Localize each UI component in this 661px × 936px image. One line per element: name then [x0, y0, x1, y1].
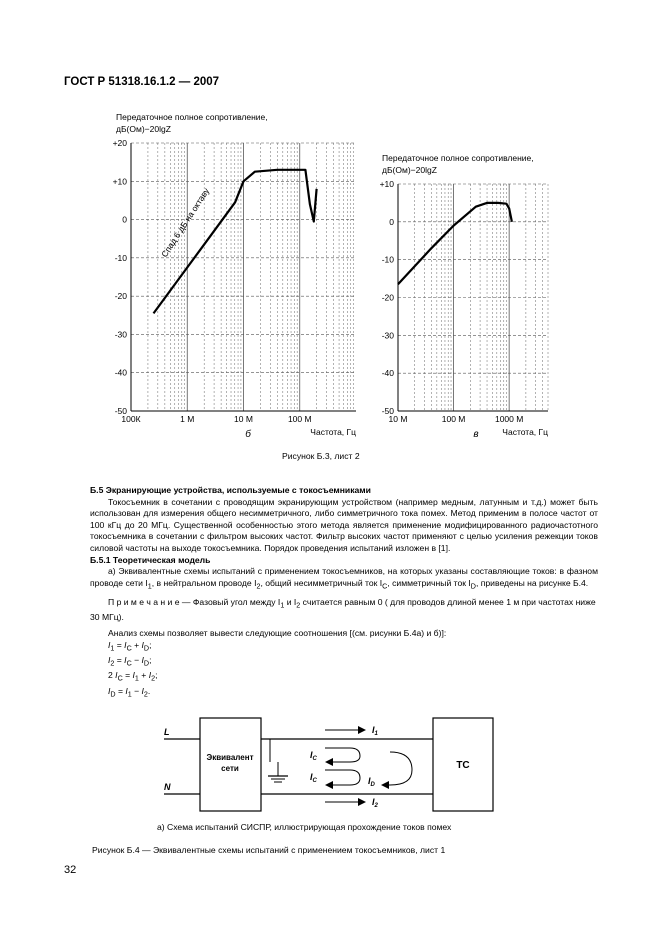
chart-b-x-tick-label: 100 М: [287, 414, 312, 424]
chart-v-x-axis-label: Частота, Гц: [502, 427, 548, 437]
svg-text:IC: $I_C$: [310, 750, 317, 762]
equivalent-network-label-2: сети: [221, 764, 239, 773]
svg-text:I1: $I_1$: [372, 725, 378, 737]
analysis-paragraph: Анализ схемы позволяет вывести следующие соотношения [(см. рисунки Б.4а) и б)]:: [108, 627, 447, 638]
chart-b-ylabel-line1: Передаточное полное сопротивление,: [116, 112, 268, 122]
chart-b-y-tick-label: +10: [112, 176, 127, 187]
chart-b-y-tick-label: -10: [114, 252, 127, 263]
chart-v-x-tick-label: 10 М: [388, 414, 408, 424]
id-loop: [382, 752, 412, 785]
section-b5-title: Б.5 Экранирующие устройства, используемые с токосъемниками: [90, 485, 371, 495]
chart-b-y-tick-label: 0: [122, 214, 127, 225]
equivalent-network-label-1: Эквивалент: [206, 753, 254, 762]
ic-loop-lower: [325, 770, 360, 785]
chart-b-y-tick-label: -50: [114, 406, 127, 416]
chart-v-y-tick-label: -50: [381, 406, 394, 416]
chart-b-slope-annotation: Спад 6 дБ на октаву: [159, 186, 212, 259]
note-paragraph: П р и м е ч а н и е — Фазовый угол между $I_1$ и $I_2$ считается равным 0 ( для проводов длиной менее 1 м при частотах ниже 30 МГц).: [90, 597, 596, 623]
figure-b3-caption: Рисунок Б.3, лист 2: [282, 451, 360, 461]
figure-b4-subcaption: а) Схема испытаний СИСПР, иллюстрирующая прохождение токов помех: [157, 822, 452, 832]
chart-v-y-tick-label: +10: [379, 179, 394, 189]
page-number: 32: [64, 864, 77, 876]
chart-b-y-tick-label: +20: [112, 138, 127, 148]
chart-v-y-tick-label: -10: [381, 254, 394, 265]
formula-3: 2 $I_C = I_1 + I_2$;: [108, 670, 158, 683]
chart-b-y-tick-label: -20: [114, 291, 127, 302]
figure-b4-caption: Рисунок Б.4 — Эквивалентные схемы испытаний с применением токосъемников, лист 1: [92, 845, 446, 855]
chart-b-x-tick-label: 10 М: [234, 414, 253, 424]
chart-b-ylabel-line2: дБ(Ом)−20lgZ: [116, 124, 171, 134]
chart-b: [0, 0, 661, 460]
formula-4: $I_D = I_1 - I_2$.: [108, 685, 151, 699]
svg-text:I2: $I_2$: [372, 797, 378, 809]
chart-b-x-axis-label: Частота, Гц: [310, 427, 356, 437]
svg-text:IC: $I_C$: [310, 772, 317, 784]
ts-label: ТС: [456, 760, 470, 771]
chart-v-y-tick-label: -30: [381, 330, 394, 341]
chart-v-y-tick-label: 0: [389, 216, 394, 227]
document-header: ГОСТ Р 51318.16.1.2 — 2007: [64, 76, 220, 88]
chart-v-ylabel-line1: Передаточное полное сопротивление,: [382, 153, 534, 163]
section-b51-title: Б.5.1 Теоретическая модель: [90, 554, 211, 565]
label-n: N: [164, 782, 171, 792]
ic-loop-upper: [325, 748, 360, 762]
chart-v-ylabel-line2: дБ(Ом)−20lgZ: [382, 165, 437, 175]
chart-b-y-tick-label: -30: [114, 329, 127, 340]
formula-1: $I_1 = I_C + I_D$;: [108, 639, 152, 653]
chart-b-panel-label: б: [245, 429, 251, 440]
chart-v-x-tick-label: 100 М: [441, 414, 466, 424]
chart-v-y-tick-label: -40: [381, 368, 394, 379]
paragraph-a: а) Эквивалентные схемы испытаний с применением токосъемников, на которых указаны составляющие токов: в фазном проводе сети $I_1$, в нейтральном проводе $I_2$, общий несимметричный ток $I_C$, симметричный ток $I_D$, приведены на рисунке Б.4.: [90, 566, 598, 591]
label-l: L: [164, 727, 170, 737]
chart-b-y-tick-label: -40: [114, 367, 127, 378]
svg-text:ID: $I_D$: [368, 776, 375, 788]
section-text: [90, 485, 598, 701]
formula-2: $I_2 = I_C - I_D$;: [108, 654, 152, 668]
section-b5-paragraph: Токосъемник в сочетании с проводящим экранирующим устройством (например медным, латунным и т.д.) может быть использован для измерения общего несимметричного, либо симметричного тока помех. Метод применим в полосе частот от 100 кГц до 20 МГц. Существенной особенностью этого метода является применение модифицированного радиочастотного токосъемника в сочетании с фильтром высоких частот. Фильтр высоких частот применяют с целью усиления режекции токов силовой частоты на выходе токосъемника. Порядок проведения испытаний изложен в [1].: [90, 496, 598, 553]
chart-b-x-tick-label: 100К: [121, 414, 141, 424]
chart-v-series-line: [398, 203, 512, 284]
chart-v-panel-label: в: [473, 429, 479, 440]
circuit-diagram: [150, 712, 510, 812]
chart-v-x-tick-label: 1000 М: [494, 414, 524, 424]
chart-b-x-tick-label: 1 М: [180, 414, 195, 424]
chart-v-y-tick-label: -20: [381, 292, 394, 303]
